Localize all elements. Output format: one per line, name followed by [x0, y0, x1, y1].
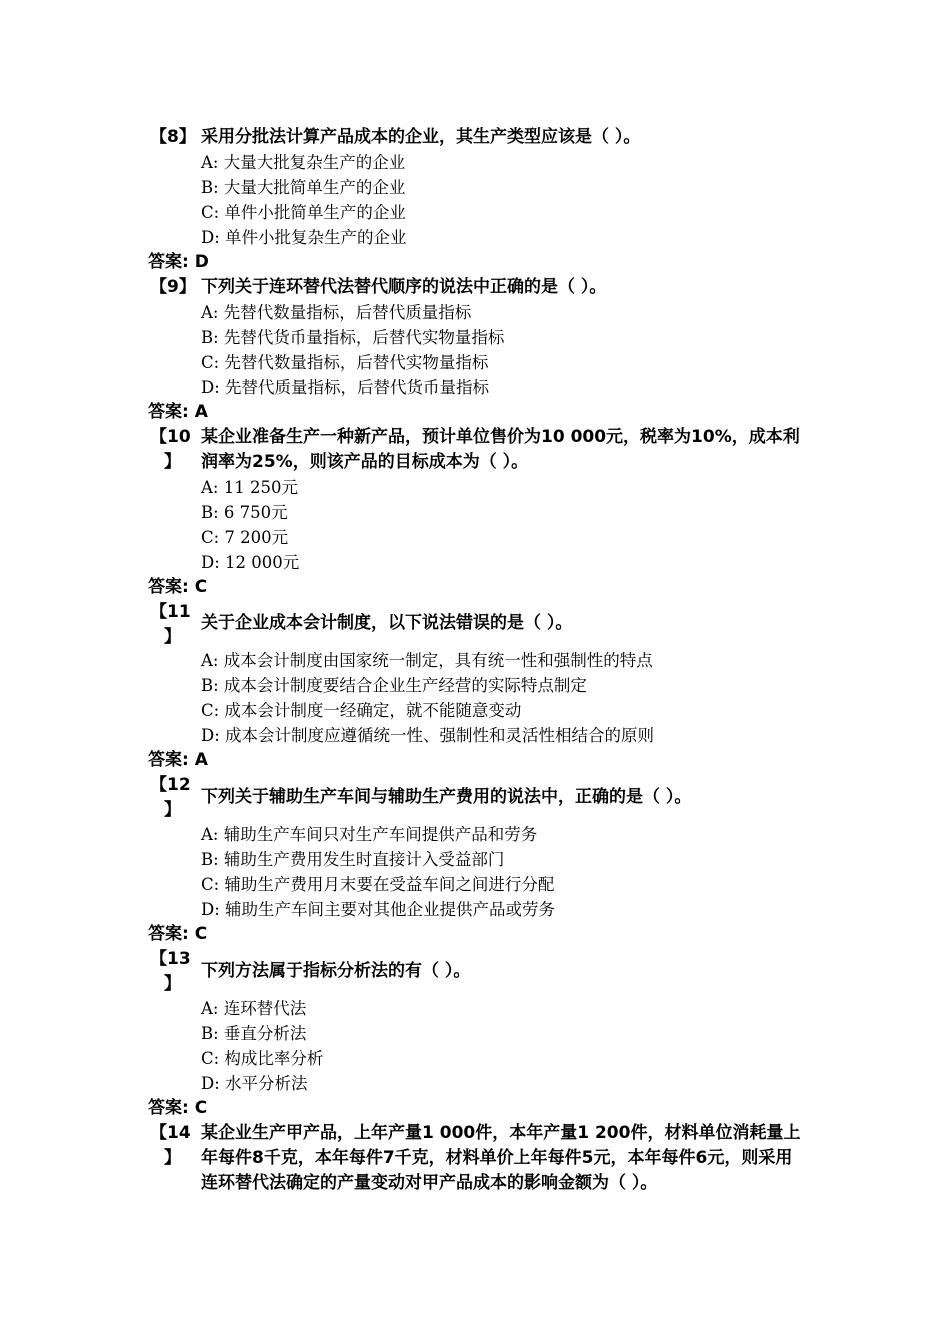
option-a: A: 辅助生产车间只对生产车间提供产品和劳务 [201, 825, 538, 844]
question-number: 【8】 [150, 127, 196, 147]
answer-line: 答案: D [148, 252, 209, 272]
option-a: A: 大量大批复杂生产的企业 [201, 153, 406, 172]
option-c: C: 单件小批简单生产的企业 [201, 203, 406, 222]
question-text: 下列关于连环替代法替代顺序的说法中正确的是（ ）。 [201, 277, 607, 297]
option-b: B: 先替代货币量指标，后替代实物量指标 [201, 328, 505, 347]
option-c: C: 先替代数量指标，后替代实物量指标 [201, 353, 489, 372]
option-a: A: 先替代数量指标，后替代质量指标 [201, 303, 472, 322]
option-a: A: 连环替代法 [201, 999, 307, 1018]
option-d: D: 辅助生产车间主要对其他企业提供产品或劳务 [201, 900, 556, 919]
option-c: C: 成本会计制度一经确定，就不能随意变动 [201, 701, 522, 720]
option-a: A: 11 250元 [201, 478, 298, 497]
question-number: 【14 】 [150, 1123, 191, 1168]
question-number: 【9】 [150, 277, 196, 297]
question-text: 关于企业成本会计制度，以下说法错误的是（ ）。 [201, 613, 573, 633]
option-b: B: 成本会计制度要结合企业生产经营的实际特点制定 [201, 676, 587, 695]
answer-line: 答案: A [148, 750, 208, 770]
option-c: C: 7 200元 [201, 528, 289, 547]
answer-line: 答案: C [148, 1098, 208, 1118]
option-c: C: 辅助生产费用月末要在受益车间之间进行分配 [201, 875, 555, 894]
options-list [201, 300, 801, 400]
option-d: D: 水平分析法 [201, 1074, 308, 1093]
question-text: 某企业生产甲产品，上年产量1 000件，本年产量1 200件，材料单位消耗量上年每件8千克，本年每件7千克，材料单价上年每件5元，本年每件6元，则采用连环替代法确定的产量变动对甲产品成本的影响金额为（ ）。 [201, 1123, 801, 1193]
question-text: 某企业准备生产一种新产品，预计单位售价为10 000元，税率为10%，成本利润率为25%，则该产品的目标成本为（ ）。 [201, 427, 800, 472]
answer-line: 答案: C [148, 577, 208, 597]
option-b: B: 辅助生产费用发生时直接计入受益部门 [201, 850, 505, 869]
question-number: 【12 】 [150, 775, 191, 820]
option-b: B: 大量大批简单生产的企业 [201, 178, 406, 197]
option-d: D: 单件小批复杂生产的企业 [201, 228, 407, 247]
option-b: B: 6 750元 [201, 503, 288, 522]
answer-line: 答案: C [148, 924, 208, 944]
question-number: 【13 】 [150, 949, 191, 994]
option-b: B: 垂直分析法 [201, 1024, 307, 1043]
option-d: D: 成本会计制度应遵循统一性、强制性和灵活性相结合的原则 [201, 726, 655, 745]
question-number: 【10 】 [150, 427, 191, 472]
options-list [201, 996, 801, 1096]
answer-line: 答案: A [148, 402, 208, 422]
option-a: A: 成本会计制度由国家统一制定，具有统一性和强制性的特点 [201, 651, 653, 670]
question-number: 【11 】 [150, 602, 191, 647]
option-c: C: 构成比率分析 [201, 1049, 324, 1068]
options-list [201, 150, 801, 250]
options-list [201, 822, 801, 922]
options-list [201, 648, 801, 748]
option-d: D: 12 000元 [201, 553, 300, 572]
question-text: 下列方法属于指标分析法的有（ ）。 [201, 961, 471, 981]
question-text: 采用分批法计算产品成本的企业，其生产类型应该是（ ）。 [201, 127, 641, 147]
question-text: 下列关于辅助生产车间与辅助生产费用的说法中，正确的是（ ）。 [201, 787, 692, 807]
option-d: D: 先替代质量指标，后替代货币量指标 [201, 378, 490, 397]
options-list [201, 475, 801, 575]
